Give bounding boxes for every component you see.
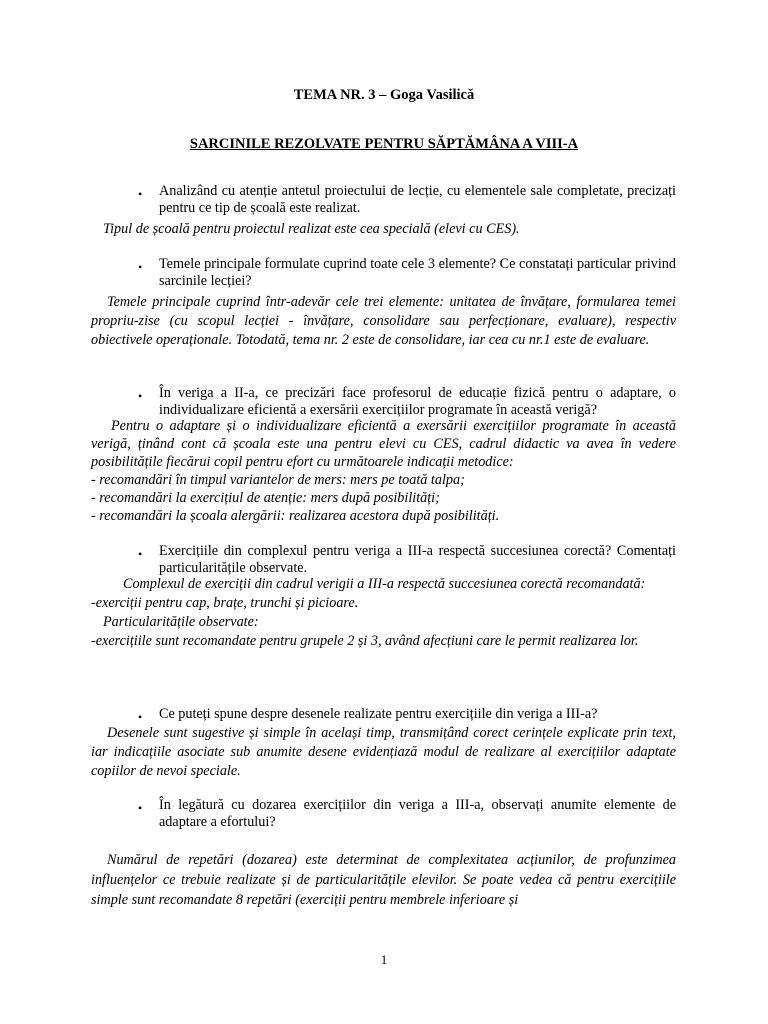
answer-6: [91, 850, 676, 910]
answer-5: [91, 724, 676, 781]
answer-3: [91, 417, 676, 525]
answer-4-subheading: Particularitățile observate:: [103, 614, 259, 630]
question-5: Ce puteți spune despre desenele realizate pentru exercițiile din veriga a III-a?: [159, 706, 598, 722]
question-3: În veriga a II-a, ce precizări face profesorul de educație fizică pentru o adaptare, o individualizare eficientă a exersării exercițiilor programate în această verigă?: [159, 385, 676, 418]
bullet-icon: •: [138, 187, 143, 201]
bullet-icon: •: [138, 547, 143, 561]
page-number: 1: [380, 953, 388, 967]
bullet-icon: •: [138, 389, 143, 403]
bullet-icon: •: [138, 260, 143, 274]
question-4: Exercițiile din complexul pentru veriga a III-a respectă succesiunea corectă? Comentați particularitățile observate.: [159, 543, 676, 576]
question-2: Temele principale formulate cuprind toate cele 3 elemente? Ce constatați particular privind sarcinile lecției?: [159, 256, 676, 289]
answer-1-text: Tipul de școală pentru proiectul realizat este cea specială (elevi cu CES).: [103, 221, 520, 237]
answer-4: [91, 575, 676, 651]
answer-4-item: -exercițiile sunt recomandate pentru grupele 2 și 3, având afecțiuni care le permit realizarea lor.: [91, 633, 639, 649]
question-6: În legătură cu dozarea exercițiilor din veriga a III-a, observați anumite elemente de adaptare a efortului?: [159, 797, 676, 830]
bullet-icon: •: [138, 710, 143, 724]
answer-2-text: Temele principale cuprind într-adevăr cele trei elemente: unitatea de învățare, formularea temei propriu-zise (cu scopul lecției - învățare, consolidare sau perfecționare, evaluare), respectiv obiectivele operaționale. Totodată, tema nr. 2 este de consolidare, iar cea cu nr.1 este de evaluare.: [91, 294, 676, 348]
answer-3-item: - recomandări în timpul variantelor de mers: mers pe toată talpa;: [91, 472, 465, 488]
answer-1: [103, 220, 676, 239]
answer-4-item: -exerciții pentru cap, brațe, trunchi și picioare.: [91, 595, 359, 611]
question-1: Analizând cu atenție antetul proiectului de lecție, cu elementele sale completate, precizați pentru ce tip de școală este realizat.: [159, 183, 676, 216]
answer-3-item: - recomandări la exercițiul de atenție: mers după posibilități;: [91, 490, 440, 506]
bullet-icon: •: [138, 801, 143, 815]
answer-4-text: Complexul de exerciții din cadrul verigii a III-a respectă succesiunea corectă recomandată:: [123, 576, 646, 592]
answer-6-text: Numărul de repetări (dozarea) este determinat de complexitatea acțiunilor, de profunzimea influențelor ce trebuie realizate și de particularitățile elevilor. Se poate vedea că pentru exercițiile simple sunt recomandate 8 repetări (exerciții pentru membrele inferioare și: [91, 852, 676, 908]
document-title: TEMA NR. 3 – Goga Vasilică: [293, 87, 475, 103]
document-subtitle: SARCINILE REZOLVATE PENTRU SĂPTĂMÂNA A VIII-A: [189, 136, 579, 152]
answer-3-item: - recomandări la școala alergării: realizarea acestora după posibilități.: [91, 508, 500, 524]
answer-5-text: Desenele sunt sugestive și simple în același timp, transmițând corect cerințele explicate prin text, iar indicațiile asociate sub anumite desene evidențiază modul de realizare al exercițiilor adaptate copiilor de nevoi speciale.: [91, 725, 676, 779]
answer-3-text: Pentru o adaptare și o individualizare eficientă a exersării exercițiilor programate în această verigă, ținând cont că școala este una pentru elevi cu CES, cadrul didactic va avea în vedere posibilitățile fiecărui copil pentru efort cu următoarele indicații metodice:: [91, 418, 676, 470]
answer-2: [91, 293, 676, 350]
